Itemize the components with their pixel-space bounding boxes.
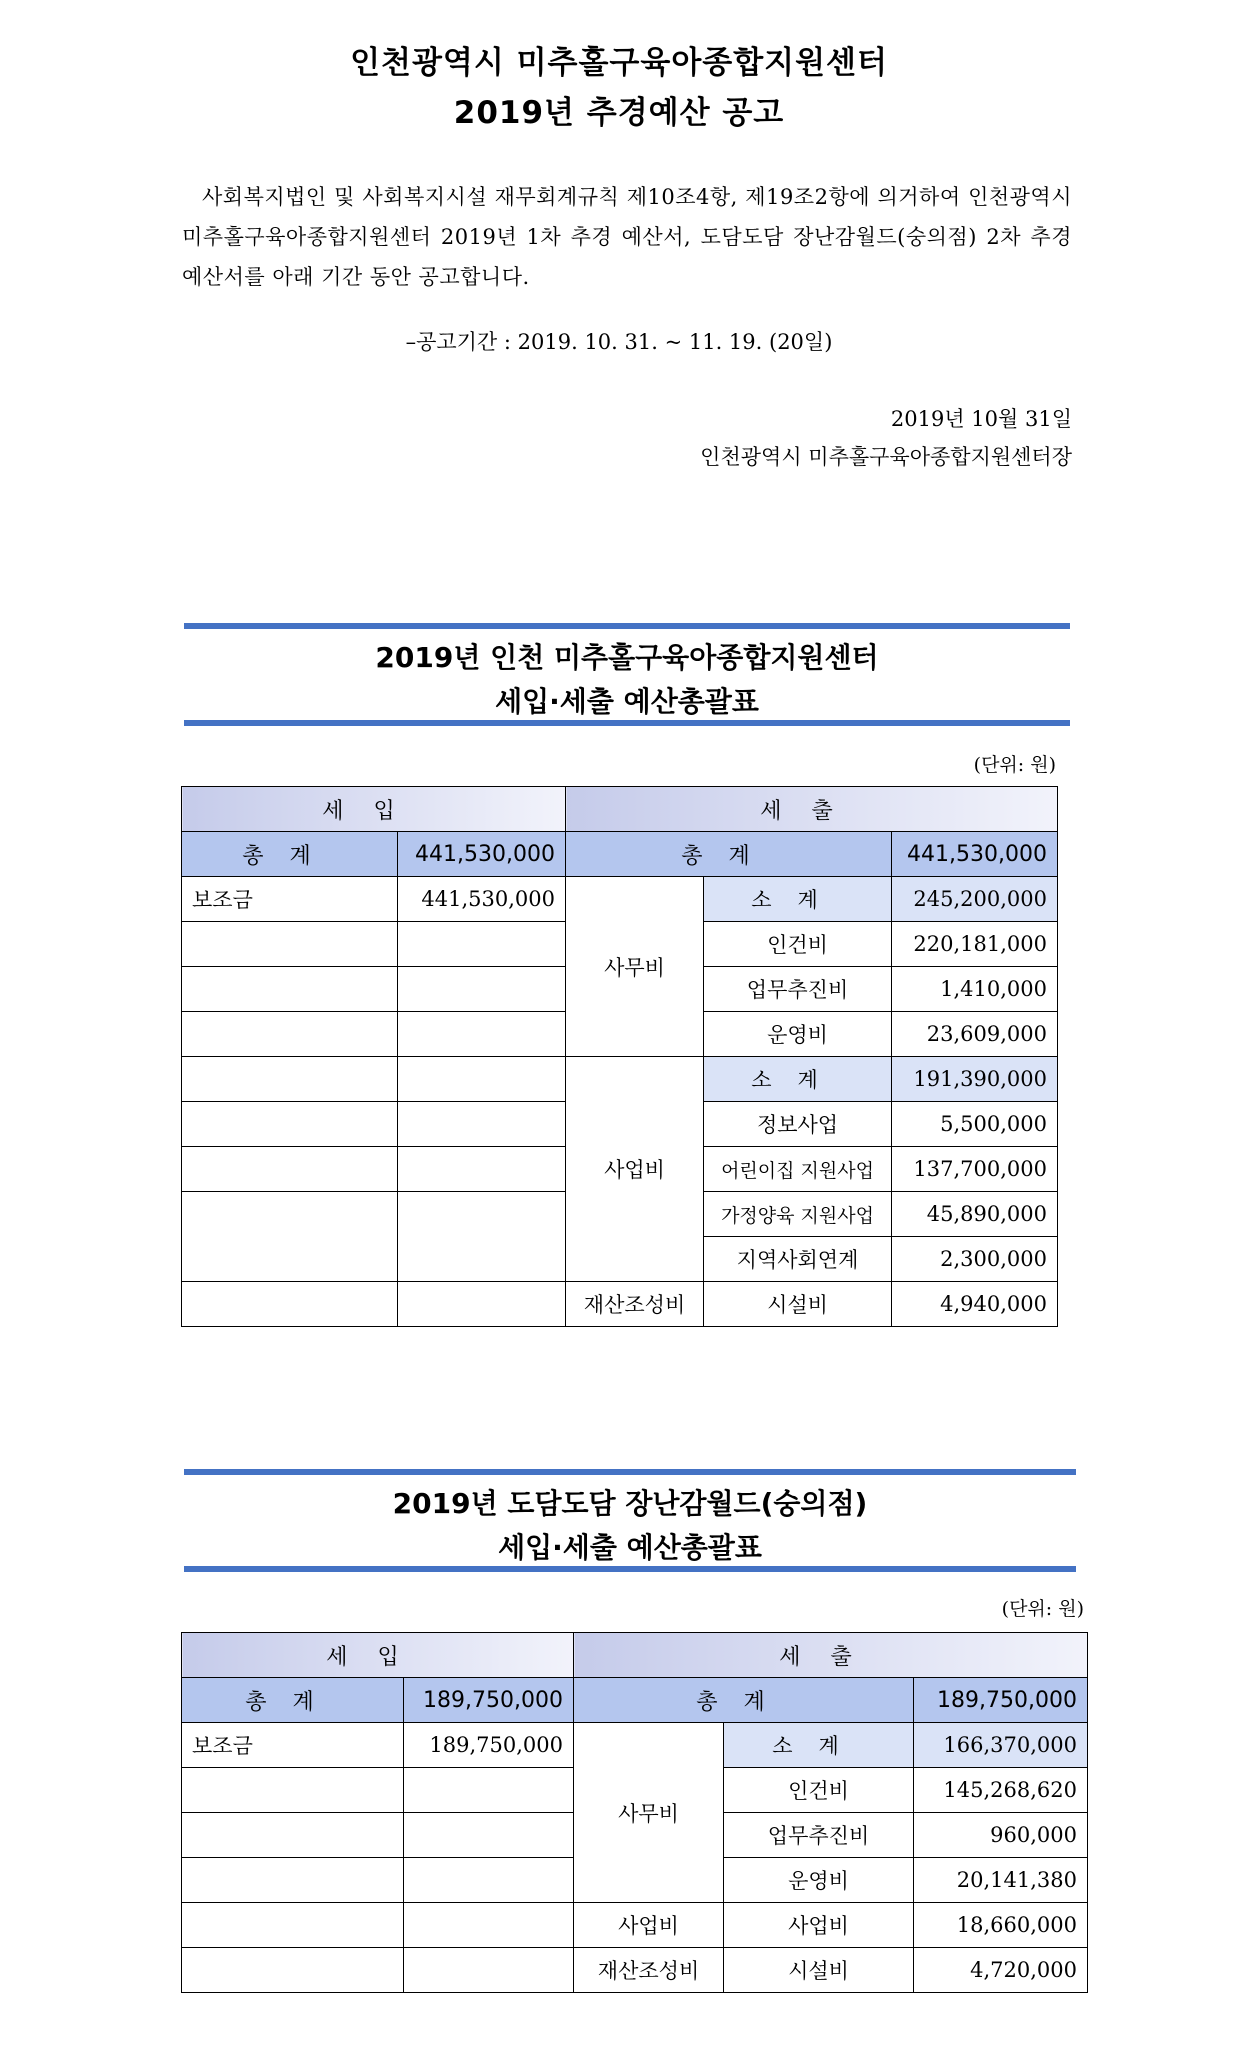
revenue-header: 세입 (182, 1633, 574, 1678)
expense-total-label: 총계 (574, 1678, 914, 1723)
revenue-total-value: 189,750,000 (404, 1678, 574, 1723)
table-header-row (182, 787, 1058, 832)
empty-cell (404, 1768, 574, 1813)
revenue-total-value: 441,530,000 (398, 832, 566, 877)
table-header-row (182, 1633, 1088, 1678)
expense-item-amount: 2,300,000 (892, 1237, 1058, 1282)
expense-group-name: 사업비 (566, 1057, 704, 1282)
revenue-total-label: 총계 (182, 832, 398, 877)
expense-total-value: 441,530,000 (892, 832, 1058, 877)
expense-item-name: 사업비 (724, 1903, 914, 1948)
empty-cell (398, 922, 566, 967)
expense-item-amount: 45,890,000 (892, 1192, 1058, 1237)
expense-header: 세출 (574, 1633, 1088, 1678)
expense-total-value: 189,750,000 (914, 1678, 1088, 1723)
empty-cell (182, 967, 398, 1012)
expense-item-name: 업무추진비 (704, 967, 892, 1012)
subtotal-value: 245,200,000 (892, 877, 1058, 922)
empty-cell (182, 1948, 404, 1993)
expense-item-amount: 18,660,000 (914, 1903, 1088, 1948)
table-row (182, 1282, 1058, 1327)
notice-period: –공고기간 : 2019. 10. 31. ~ 11. 19. (20일) (405, 330, 833, 354)
page-title-line1: 인천광역시 미추홀구육아종합지원센터 (350, 45, 888, 81)
expense-item-amount: 23,609,000 (892, 1012, 1058, 1057)
empty-cell (182, 1282, 398, 1327)
page-title-line2: 2019년 추경예산 공고 (453, 95, 785, 131)
empty-cell (182, 1057, 398, 1102)
subtotal-value: 191,390,000 (892, 1057, 1058, 1102)
expense-item-amount: 960,000 (914, 1813, 1088, 1858)
empty-cell (182, 1903, 404, 1948)
total-row (182, 1678, 1088, 1723)
expense-item-name: 정보사업 (704, 1102, 892, 1147)
expense-item-name: 인건비 (704, 922, 892, 967)
expense-item-amount: 220,181,000 (892, 922, 1058, 967)
total-row (182, 832, 1058, 877)
empty-cell (182, 1102, 398, 1147)
table-row (182, 877, 1058, 922)
revenue-header: 세입 (182, 787, 566, 832)
expense-total-label: 총계 (566, 832, 892, 877)
expense-item-name: 업무추진비 (724, 1813, 914, 1858)
page-title (0, 38, 1238, 138)
empty-cell (182, 1813, 404, 1858)
section2-unit: (단위: 원) (1001, 1598, 1084, 1620)
expense-group-name: 재산조성비 (574, 1948, 724, 1993)
section2-title-line1: 2019년 도담도담 장난감월드(숭의점) (392, 1487, 868, 1520)
expense-item-amount: 20,141,380 (914, 1858, 1088, 1903)
empty-cell (404, 1903, 574, 1948)
revenue-item-amount: 189,750,000 (404, 1723, 574, 1768)
subtotal-label: 소계 (704, 877, 892, 922)
empty-cell (182, 1192, 398, 1282)
empty-cell (398, 967, 566, 1012)
expense-item-amount: 1,410,000 (892, 967, 1058, 1012)
section1-title-line1: 2019년 인천 미추홀구육아종합지원센터 (375, 641, 879, 674)
empty-cell (404, 1948, 574, 1993)
empty-cell (182, 1012, 398, 1057)
empty-cell (398, 1012, 566, 1057)
empty-cell (398, 1102, 566, 1147)
expense-group-name: 재산조성비 (566, 1282, 704, 1327)
expense-item-name: 운영비 (724, 1858, 914, 1903)
expense-item-name: 시설비 (704, 1282, 892, 1327)
expense-item-name: 가정양육 지원사업 (704, 1192, 892, 1237)
budget-table-1 (181, 786, 1058, 1327)
section1-unit: (단위: 원) (973, 754, 1056, 776)
empty-cell (182, 1147, 398, 1192)
section2-title (184, 1482, 1076, 1570)
section1-title (184, 636, 1070, 724)
section1-top-bar (184, 623, 1070, 629)
budget-table-2 (181, 1632, 1088, 1993)
expense-header: 세출 (566, 787, 1058, 832)
expense-item-name: 운영비 (704, 1012, 892, 1057)
expense-item-amount: 137,700,000 (892, 1147, 1058, 1192)
table-row (182, 1057, 1058, 1102)
notice-signer: 인천광역시 미추홀구육아종합지원센터장 (700, 445, 1072, 469)
empty-cell (398, 1147, 566, 1192)
empty-cell (182, 1768, 404, 1813)
expense-group-name: 사업비 (574, 1903, 724, 1948)
empty-cell (182, 922, 398, 967)
expense-item-name: 어린이집 지원사업 (704, 1147, 892, 1192)
empty-cell (404, 1858, 574, 1903)
subtotal-value: 166,370,000 (914, 1723, 1088, 1768)
expense-item-name: 지역사회연계 (704, 1237, 892, 1282)
expense-item-amount: 145,268,620 (914, 1768, 1088, 1813)
revenue-item-name: 보조금 (182, 877, 398, 922)
revenue-total-label: 총계 (182, 1678, 404, 1723)
subtotal-label: 소계 (704, 1057, 892, 1102)
empty-cell (404, 1813, 574, 1858)
revenue-item-name: 보조금 (182, 1723, 404, 1768)
intro-paragraph: 사회복지법인 및 사회복지시설 재무회계규칙 제10조4항, 제19조2항에 의거하여 인천광역시 미추홀구육아종합지원센터 2019년 1차 추경 예산서, 도담도담 장난감월드(숭의점) 2차 추경예산서를 아래 기간 동안 공고합니다. (182, 185, 1072, 289)
section2-title-line2: 세입·세출 예산총괄표 (498, 1531, 762, 1564)
expense-group-name: 사무비 (574, 1723, 724, 1903)
empty-cell (182, 1858, 404, 1903)
empty-cell (398, 1192, 566, 1282)
table-row (182, 1903, 1088, 1948)
subtotal-label: 소계 (724, 1723, 914, 1768)
notice-date: 2019년 10월 31일 (890, 407, 1072, 431)
section2-top-bar (184, 1469, 1076, 1475)
table-row (182, 1723, 1088, 1768)
expense-item-amount: 4,940,000 (892, 1282, 1058, 1327)
empty-cell (398, 1057, 566, 1102)
section1-bottom-bar (184, 720, 1070, 726)
empty-cell (398, 1282, 566, 1327)
expense-item-name: 인건비 (724, 1768, 914, 1813)
section2-bottom-bar (184, 1566, 1076, 1572)
table-row (182, 1948, 1088, 1993)
revenue-item-amount: 441,530,000 (398, 877, 566, 922)
expense-item-name: 시설비 (724, 1948, 914, 1993)
expense-item-amount: 5,500,000 (892, 1102, 1058, 1147)
section1-title-line2: 세입·세출 예산총괄표 (495, 685, 759, 718)
expense-item-amount: 4,720,000 (914, 1948, 1088, 1993)
expense-group-name: 사무비 (566, 877, 704, 1057)
